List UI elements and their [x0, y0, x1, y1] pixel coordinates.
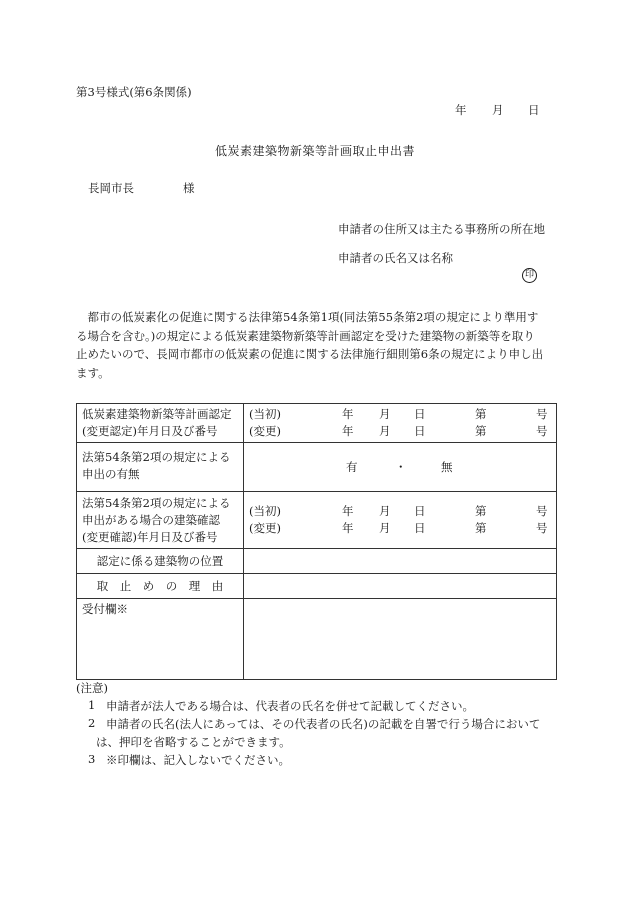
- form-number: 第3号様式(第6条関係): [76, 85, 192, 99]
- label-text: 認定に係る建築物の位置: [96, 554, 224, 568]
- note-item: [96, 734, 291, 750]
- addressee-name: 長岡市長: [88, 181, 134, 195]
- number-prefix: 第: [475, 424, 487, 438]
- month-mark: 月: [379, 424, 391, 438]
- label-cell: [77, 599, 244, 680]
- row-building-confirmation: [77, 492, 557, 549]
- number-prefix: 第: [475, 407, 487, 421]
- year-mark: 年: [342, 407, 354, 421]
- note-number: 3: [88, 752, 96, 766]
- day-mark: 日: [414, 504, 426, 518]
- body-line: ます。: [76, 365, 110, 380]
- label-text: 低炭素建築物新築等計画認定: [82, 407, 232, 421]
- value-cell[interactable]: [244, 443, 557, 492]
- body-line: 止めたいので、長岡市都市の低炭素の促進に関する法律施行細則第6条の規定により申し出: [76, 347, 544, 361]
- value-cell[interactable]: [244, 492, 557, 549]
- label-text: 取 止 め の 理 由: [96, 579, 224, 593]
- reason-input-cell[interactable]: [244, 574, 557, 599]
- date-day: 日: [528, 103, 540, 117]
- date-year: 年: [455, 103, 467, 117]
- row-withdrawal-reason: [77, 574, 557, 599]
- day-mark: 日: [414, 424, 426, 438]
- note-text: ※印欄は、記入しないでください。: [106, 753, 290, 767]
- option-yes[interactable]: 有: [346, 460, 358, 474]
- addressee: [88, 180, 195, 196]
- notes-heading: (注意): [76, 681, 108, 695]
- label-text: 受付欄※: [82, 602, 128, 616]
- day-mark: 日: [414, 521, 426, 535]
- year-mark: 年: [342, 521, 354, 535]
- label-cell: [77, 443, 244, 492]
- month-mark: 月: [379, 521, 391, 535]
- number-suffix: 号: [536, 407, 548, 421]
- body-line: る場合を含む。)の規定による低炭素建築物新築等計画認定を受けた建築物の新築等を取り: [76, 328, 535, 343]
- label-text: (変更確認)年月日及び番号: [82, 530, 218, 544]
- number-suffix: 号: [536, 504, 548, 518]
- month-mark: 月: [379, 504, 391, 518]
- note-text: 申請者が法人である場合は、代表者の氏名を併せて記載してください。: [106, 699, 474, 713]
- location-input-cell[interactable]: [244, 549, 557, 574]
- reception-cell: [244, 599, 557, 680]
- label-text: 法第54条第2項の規定による: [82, 496, 231, 510]
- label-cell: [77, 404, 244, 443]
- label-cell: [77, 574, 244, 599]
- addressee-honorific: 様: [183, 181, 195, 195]
- label-text: 法第54条第2項の規定による: [82, 450, 231, 464]
- label-text: 申出がある場合の建築確認: [82, 513, 220, 527]
- year-mark: 年: [342, 424, 354, 438]
- row-application-presence: [77, 443, 557, 492]
- applicant-name-label: 申請者の氏名又は名称: [338, 251, 453, 265]
- original-tag: (当初): [249, 504, 281, 518]
- number-suffix: 号: [536, 521, 548, 535]
- changed-tag: (変更): [249, 521, 281, 535]
- label-cell: [77, 492, 244, 549]
- number-prefix: 第: [475, 521, 487, 535]
- label-text: (変更認定)年月日及び番号: [82, 424, 218, 438]
- label-cell: [77, 549, 244, 574]
- original-tag: (当初): [249, 407, 281, 421]
- day-mark: 日: [414, 407, 426, 421]
- note-text: 申請者の氏名(法人にあっては、その代表者の氏名)の記載を自署で行う場合において: [106, 717, 541, 731]
- body-line: 都市の低炭素化の促進に関する法律第54条第1項(同法第55条第2項の規定により準用す: [76, 310, 539, 324]
- number-suffix: 号: [536, 424, 548, 438]
- body-paragraph: [76, 308, 556, 382]
- note-number: 1: [88, 698, 96, 712]
- document-title: 低炭素建築物新築等計画取止申出書: [214, 144, 415, 158]
- label-text: 申出の有無: [82, 467, 140, 481]
- number-prefix: 第: [475, 504, 487, 518]
- row-building-location: [77, 549, 557, 574]
- form-table: [76, 403, 557, 680]
- changed-tag: (変更): [249, 424, 281, 438]
- note-text: は、押印を省略することができます。: [96, 735, 291, 749]
- note-number: 2: [88, 716, 96, 730]
- row-certification-date: [77, 404, 557, 443]
- value-cell[interactable]: [244, 404, 557, 443]
- date-month: 月: [492, 103, 504, 117]
- seal-mark: 印: [522, 268, 537, 283]
- option-no[interactable]: 無: [441, 460, 453, 474]
- year-mark: 年: [342, 504, 354, 518]
- month-mark: 月: [379, 407, 391, 421]
- option-separator: ・: [395, 460, 407, 474]
- applicant-address-label: 申請者の住所又は主たる事務所の所在地: [338, 222, 545, 236]
- row-reception: [77, 599, 557, 680]
